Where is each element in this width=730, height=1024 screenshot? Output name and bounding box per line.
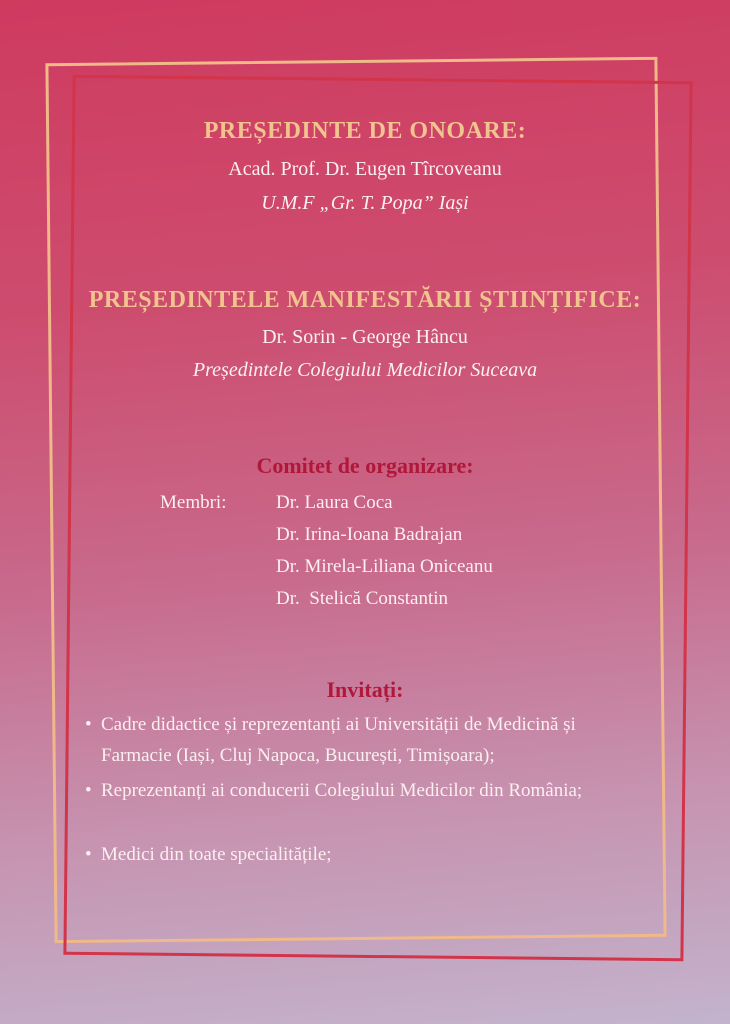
- scientific-president-role: Președintele Colegiului Medicilor Suceava: [192, 359, 538, 381]
- scientific-president-heading: PREȘEDINTELE MANIFESTĂRII ȘTIINȚIFICE:: [88, 287, 642, 313]
- members-label: Membri:: [160, 492, 227, 513]
- committee-member: Dr. Mirela-Liliana Oniceanu: [276, 556, 493, 577]
- invited-item-text: Reprezentanți ai conducerii Colegiului Medicilor din România;: [101, 780, 583, 801]
- invited-item-text: Cadre didactice și reprezentanți ai Universității de Medicină și Farmacie (Iași, Cluj Napoca, București, Timișoara);: [101, 714, 576, 766]
- invited-list-item: [85, 775, 650, 806]
- committee-member: Dr. Stelică Constantin: [276, 588, 449, 609]
- honorary-president-heading: PREȘEDINTE DE ONOARE:: [203, 118, 527, 144]
- bullet-icon: •: [85, 844, 92, 865]
- invited-list-item: [85, 709, 650, 771]
- invited-list-item: [85, 839, 650, 870]
- scientific-president-name: Dr. Sorin - George Hâncu: [262, 326, 468, 348]
- bullet-icon: •: [85, 780, 92, 801]
- honorary-president-affiliation: U.M.F „Gr. T. Popa” Iași: [261, 192, 469, 214]
- committee-member: Dr. Laura Coca: [276, 492, 393, 513]
- invited-heading: Invitați:: [326, 677, 404, 702]
- honorary-president-name: Acad. Prof. Dr. Eugen Tîrcoveanu: [228, 158, 502, 180]
- organizing-committee-heading: Comitet de organizare:: [256, 453, 474, 478]
- invited-item-text: Medici din toate specialitățile;: [101, 844, 332, 865]
- committee-member: Dr. Irina-Ioana Badrajan: [276, 524, 463, 545]
- bullet-icon: •: [85, 714, 92, 735]
